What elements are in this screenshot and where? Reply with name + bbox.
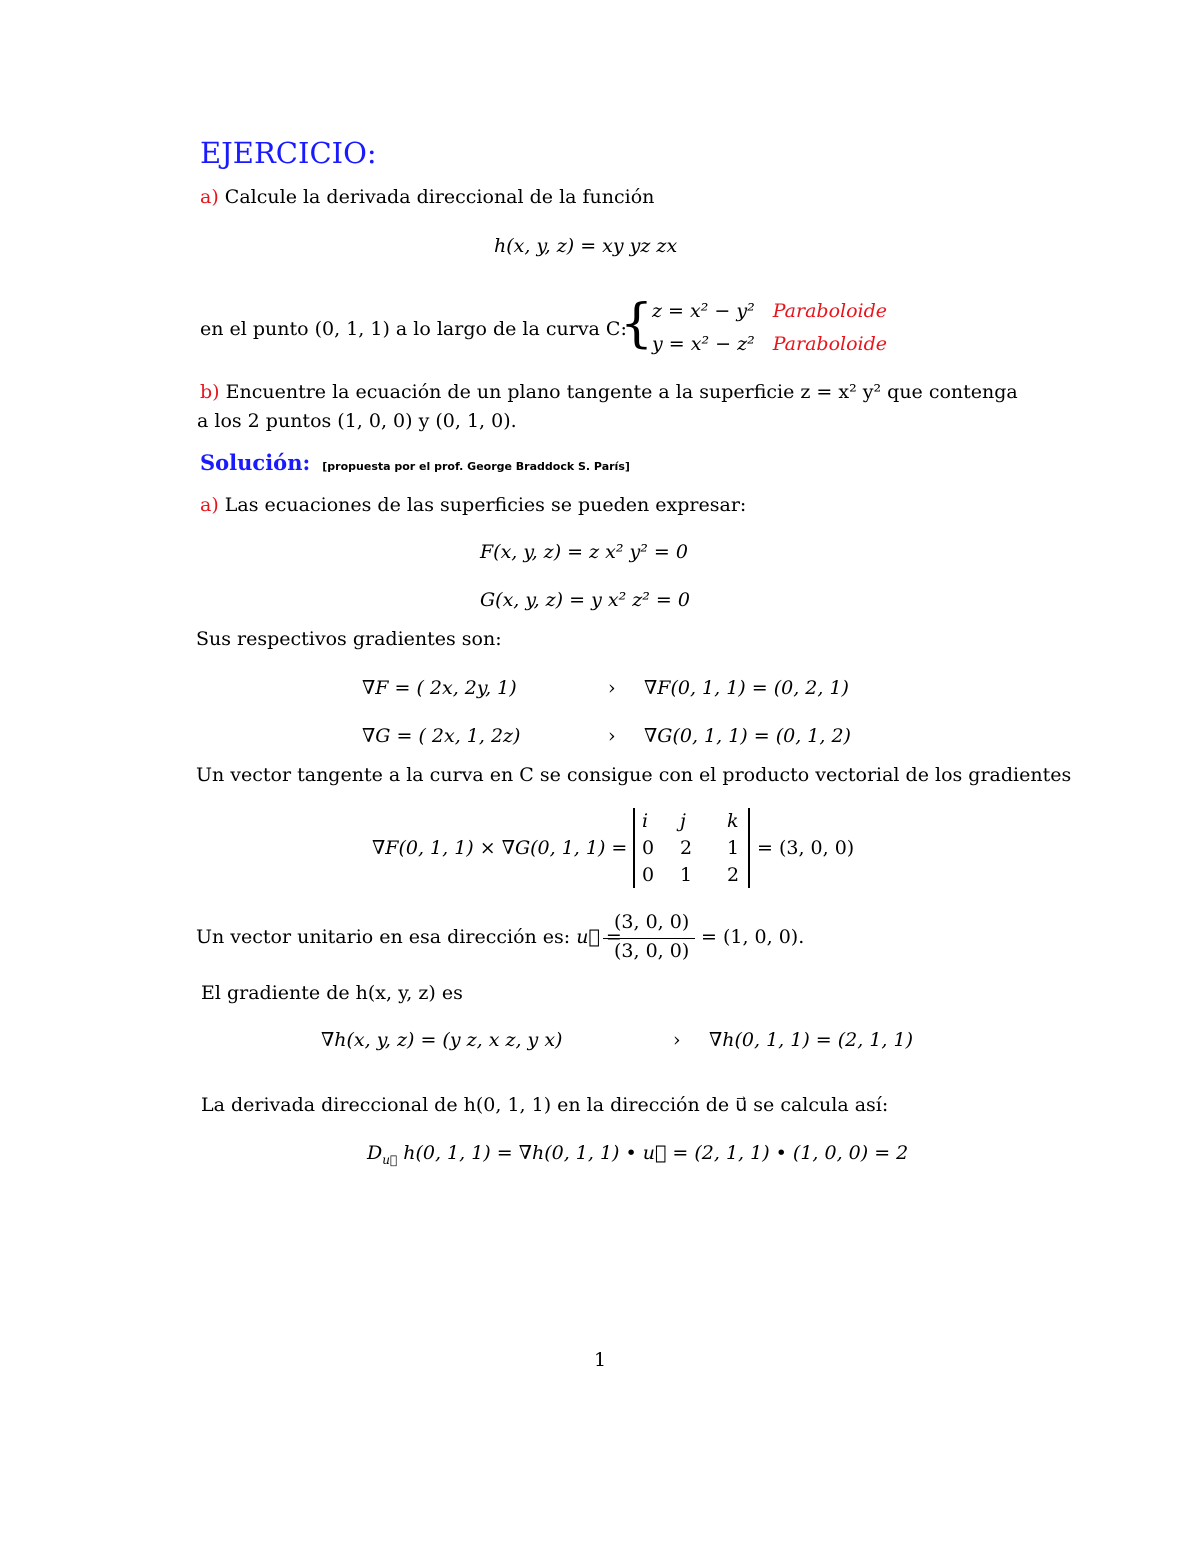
determinant-bar-right [748,808,750,888]
unit-denominator: (3, 0, 0) [614,940,690,962]
unit-vector-result: = (1, 0, 0). [701,926,805,948]
determinant-bar-left [633,808,635,888]
grad-G-left: ∇G = ( 2x, 1, 2z) [362,725,521,747]
matrix-cell: 1 [727,837,740,859]
solution-a-label: a) [200,494,219,516]
matrix-cell: i [642,810,649,832]
directional-derivative-text: La derivada direccional de h(0, 1, 1) en la dirección de u⃗ se calcula así: [201,1094,889,1116]
exercise-heading: EJERCICIO: [200,136,377,170]
solution-heading [200,450,630,475]
unit-vector-text: Un vector unitario en esa dirección es: u⃗ = [196,926,622,948]
matrix-cell: 1 [680,864,693,886]
cross-product-result: = (3, 0, 0) [757,837,855,859]
gradient-h-text: El gradiente de h(x, y, z) es [201,982,463,1004]
part-a-statement [200,186,654,208]
curve-name-1: Paraboloide [772,300,888,322]
cross-product-left: ∇F(0, 1, 1) × ∇G(0, 1, 1) = [372,837,628,859]
matrix-cell: 2 [680,837,693,859]
tangent-text: Un vector tangente a la curva en C se consigue con el producto vectorial de los gradientes [196,764,1072,786]
matrix-cell: 2 [727,864,740,886]
equation-G: G(x, y, z) = y x² z² = 0 [480,589,690,611]
function-h: h(x, y, z) = xy yz zx [494,235,678,257]
grad-F-right: ∇F(0, 1, 1) = (0, 2, 1) [644,677,849,699]
matrix-cell: k [727,810,739,832]
solution-note: [propuesta por el prof. George Braddock S. París] [322,460,630,473]
arrow-icon: › [673,1029,681,1051]
solution-title: Solución: [200,450,311,475]
arrow-icon: › [608,677,616,699]
grad-h-left: ∇h(x, y, z) = (y z, x z, y x) [321,1029,563,1051]
curve-brace: { [620,294,654,354]
grad-h-right: ∇h(0, 1, 1) = (2, 1, 1) [709,1029,913,1051]
curve-name-2: Paraboloide [772,333,888,355]
curve-eq-1: z = x² − y² Paraboloide [652,300,888,322]
page-number: 1 [594,1349,607,1371]
unit-numerator: (3, 0, 0) [614,911,690,933]
part-b-line-2: a los 2 puntos (1, 0, 0) y (0, 1, 0). [197,410,517,432]
grad-G-right: ∇G(0, 1, 1) = (0, 1, 2) [644,725,851,747]
equation-F: F(x, y, z) = z x² y² = 0 [480,541,688,563]
fraction-line [603,938,695,939]
matrix-cell: j [680,810,686,832]
part-a-text: Calcule la derivada direccional de la función [224,186,655,208]
directional-derivative-result: $D_{u⃗}$ h(0, 1, 1) = ∇h(0, 1, 1) • u⃗ = (2, 1, 1) • (1, 0, 0) = 2 [367,1142,909,1167]
part-b-line-1: b) Encuentre la ecuación de un plano tangente a la superficie z = x² y² que contenga [200,381,1018,403]
gradients-text: Sus respectivos gradientes son: [196,628,502,650]
matrix-cell: 0 [642,864,655,886]
matrix-cell: 0 [642,837,655,859]
part-a-label: a) [200,186,219,208]
point-text: en el punto (0, 1, 1) a lo largo de la curva C: [200,318,627,340]
part-b-label: b) [200,381,220,403]
grad-F-left: ∇F = ( 2x, 2y, 1) [362,677,517,699]
arrow-icon: › [608,725,616,747]
curve-eq-2: y = x² − z² Paraboloide [652,333,888,355]
solution-a-statement: a) Las ecuaciones de las superficies se pueden expresar: [200,494,747,516]
